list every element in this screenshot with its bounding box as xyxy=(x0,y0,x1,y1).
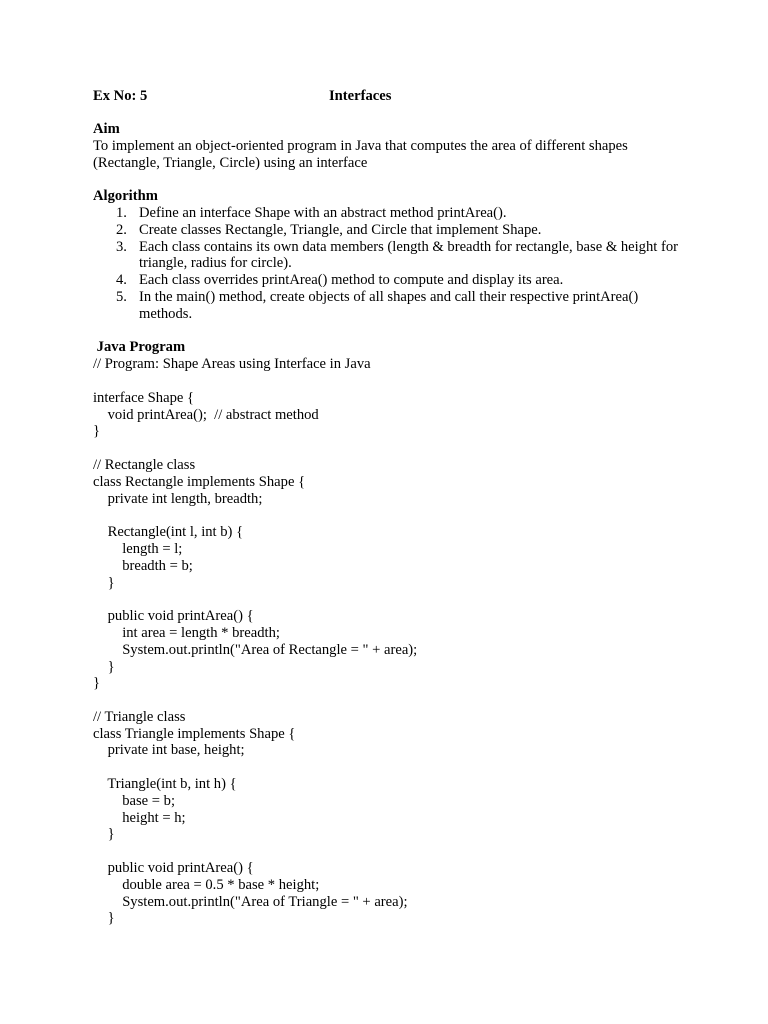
header-row xyxy=(93,88,693,106)
code-line: breadth = b; xyxy=(93,557,193,574)
code-line xyxy=(93,507,683,524)
code-line: base = b; xyxy=(93,792,175,809)
code-line: // Triangle class xyxy=(93,708,186,725)
code-line: height = h; xyxy=(93,809,186,826)
code-line: private int base, height; xyxy=(93,742,245,759)
aim-text: To implement an object-oriented program in Java that computes the area of different shapes (Rectangle, Triangle, Circle) using an interface xyxy=(93,137,628,171)
code-line: } xyxy=(93,658,115,675)
code-line: } xyxy=(93,826,115,843)
algorithm-step xyxy=(116,238,683,273)
step-text: Each class contains its own data members (length & breadth for rectangle, base & height for triangle, radius for circle). xyxy=(139,238,678,272)
exercise-number: Ex No: 5 xyxy=(93,88,148,104)
step-number: 1. xyxy=(116,204,127,221)
code-line: } xyxy=(93,574,115,591)
step-number: 5. xyxy=(116,288,127,305)
code-block xyxy=(93,356,683,927)
step-number: 2. xyxy=(116,221,127,238)
code-line: class Triangle implements Shape { xyxy=(93,725,296,742)
algorithm-step xyxy=(116,204,683,222)
code-line: } xyxy=(93,910,115,927)
spacer xyxy=(93,171,683,188)
code-line: public void printArea() { xyxy=(93,860,254,877)
code-line: System.out.println("Area of Rectangle = " + area); xyxy=(93,641,418,658)
code-line: public void printArea() { xyxy=(93,608,254,625)
java-program-heading: Java Program xyxy=(93,339,186,356)
code-line: void printArea(); // abstract method xyxy=(93,406,319,423)
step-number: 3. xyxy=(116,238,127,255)
code-line: class Rectangle implements Shape { xyxy=(93,473,306,490)
code-line: Triangle(int b, int h) { xyxy=(93,776,237,793)
code-line xyxy=(93,373,683,390)
code-line: // Rectangle class xyxy=(93,456,196,473)
code-line xyxy=(93,591,683,608)
code-line: int area = length * breadth; xyxy=(93,624,280,641)
algorithm-step xyxy=(116,221,683,239)
step-text: Each class overrides printArea() method to compute and display its area. xyxy=(139,272,564,289)
document-body xyxy=(93,121,683,927)
algorithm-step xyxy=(116,288,683,323)
code-line xyxy=(93,759,683,776)
algorithm-step xyxy=(116,272,683,289)
code-line xyxy=(93,843,683,860)
code-line: interface Shape { xyxy=(93,389,195,406)
code-line: } xyxy=(93,423,101,440)
code-line xyxy=(93,440,683,457)
code-line: System.out.println("Area of Triangle = " + area); xyxy=(93,893,408,910)
step-text: Create classes Rectangle, Triangle, and Circle that implement Shape. xyxy=(139,221,542,238)
step-text: In the main() method, create objects of all shapes and call their respective printArea() methods. xyxy=(139,288,639,322)
code-line: } xyxy=(93,675,101,692)
page-title: Interfaces xyxy=(329,88,392,104)
code-line: // Program: Shape Areas using Interface in Java xyxy=(93,356,371,373)
step-number: 4. xyxy=(116,272,127,289)
algorithm-list xyxy=(93,205,683,323)
code-line xyxy=(93,692,683,709)
spacer xyxy=(93,323,683,340)
algorithm-heading: Algorithm xyxy=(93,188,158,205)
code-line: length = l; xyxy=(93,540,183,557)
code-line: private int length, breadth; xyxy=(93,490,263,507)
step-text: Define an interface Shape with an abstract method printArea(). xyxy=(139,204,507,221)
code-line: Rectangle(int l, int b) { xyxy=(93,524,244,541)
code-line: double area = 0.5 * base * height; xyxy=(93,876,320,893)
aim-heading: Aim xyxy=(93,121,120,137)
